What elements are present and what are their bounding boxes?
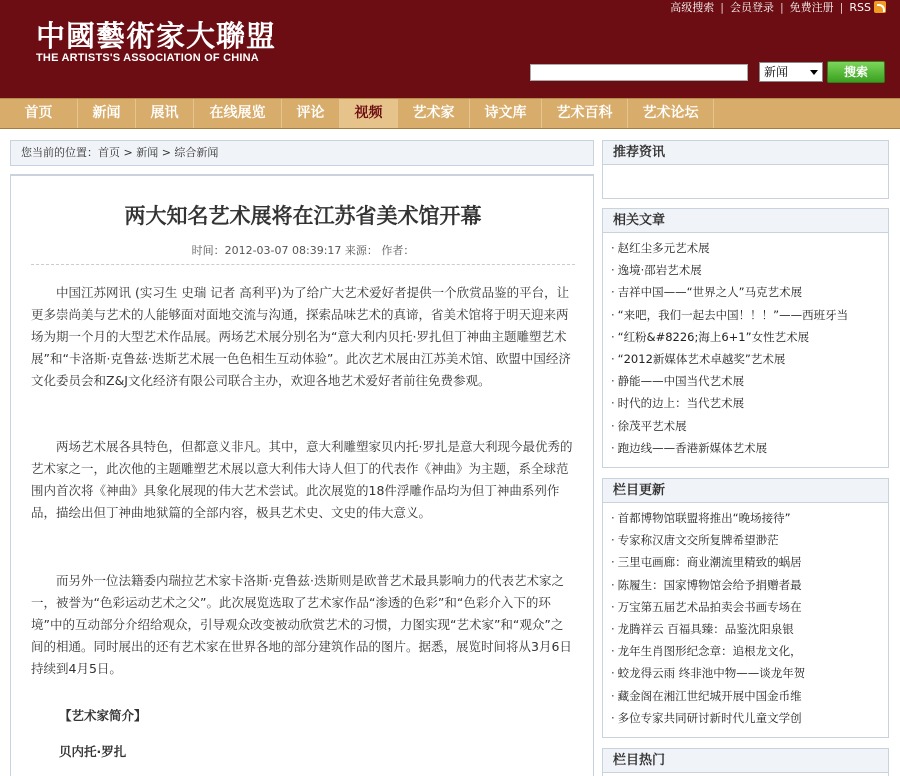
article-title: 两大知名艺术展将在江苏省美术馆开幕 — [124, 203, 482, 228]
nav-item-poetry-library[interactable]: 诗文库 — [470, 99, 542, 128]
top-links — [670, 0, 886, 14]
rss-icon — [874, 1, 886, 13]
list-item[interactable]: · 静能——中国当代艺术展 — [611, 370, 888, 392]
column-hot-box — [602, 748, 889, 776]
member-login-link[interactable]: 会员登录 — [729, 1, 774, 14]
search-input[interactable] — [530, 64, 748, 81]
artist-intro-heading: 【艺术家简介】 — [59, 708, 147, 723]
list-item[interactable]: · 万宝第五届艺术品拍卖会书画专场在 — [611, 596, 888, 618]
article-paragraph: 而另外一位法籍委内瑞拉艺术家卡洛斯·克鲁兹·迭斯则是欧普艺术最具影响力的代表艺术家之一，被誉为“色彩运动艺术之父”。此次展览选取了艺术家作品“渗透的色彩”和“色彩介入下的环境”中的互动部分介绍给观众，引导观众改变被动欣赏艺术的习惯，力图实现“艺术家”和“观众”之间的相通。同时展出的还有艺术家在世界各地的部分建筑作品的图片。据悉，展览时间将从3月6日持续到4月5日。 — [31, 573, 572, 676]
nav-item-news[interactable]: 新闻 — [78, 99, 136, 128]
list-item[interactable]: · 徐茂平艺术展 — [611, 415, 888, 437]
nav-item-artists[interactable]: 艺术家 — [398, 99, 470, 128]
advanced-search-link[interactable]: 高级搜索 — [670, 1, 715, 14]
separator: | — [720, 0, 724, 14]
separator: | — [839, 0, 844, 14]
article-paragraph: 两场艺术展各具特色，但都意义非凡。其中，意大利雕塑家贝内托·罗扎是意大利现今最优秀的艺术家之一，此次他的主题雕塑艺术展以意大利伟大诗人但丁的代表作《神曲》为主题，系全球范围内首次将《神曲》具象化展现的伟大艺术尝试。此次展览的18件浮雕作品均为但丁神曲系列作品，描绘出但丁神曲地狱篇的全部内容，极具艺术史、文史的伟大意义。 — [31, 439, 573, 520]
column-updates-box — [602, 478, 889, 738]
search-category-value: 新闻 — [764, 65, 789, 79]
column-updates-title: 栏目更新 — [603, 479, 888, 503]
divider — [31, 264, 575, 265]
search-category-select[interactable] — [759, 62, 823, 82]
list-item[interactable]: · 赵红尘多元艺术展 — [611, 237, 888, 259]
list-item[interactable]: · “红粉&#8226;海上6+1”女性艺术展 — [611, 326, 888, 348]
site-logo-chinese[interactable]: 中國藝術家大聯盟 — [36, 19, 277, 53]
list-item[interactable]: · 吉祥中国——“世界之人”马克艺术展 — [611, 281, 888, 303]
nav-item-art-forum[interactable]: 艺术论坛 — [628, 99, 714, 128]
article-paragraph: 中国江苏网讯 (实习生 史瑞 记者 高利平)为了给广大艺术爱好者提供一个欣赏品鉴的平台，让更多崇尚美与艺术的人能够面对面地交流与沟通，探索品味艺术的真谛，省美术馆将于明天迎来两场为期一个月的大型艺术作品展。两场艺术展分别名为“意大利内贝托·罗扎但丁神曲主题雕塑艺术展”和“卡洛斯·克鲁兹·迭斯艺术展一色色相生互动体验”。此次艺术展由江苏美术馆、欧盟中国经济文化委员会和Z&J文化经济有限公司联合主办，欢迎各地艺术爱好者前往免费参观。 — [31, 285, 571, 388]
breadcrumb[interactable]: 您当前的位置：首页 > 新闻 > 综合新闻 — [10, 140, 594, 166]
list-item[interactable]: · 首都博物馆联盟将推出“晚场接待” — [611, 507, 888, 529]
nav-item-art-encyclopedia[interactable]: 艺术百科 — [542, 99, 628, 128]
chevron-down-icon — [810, 70, 818, 75]
list-item[interactable]: · 时代的边上：当代艺术展 — [611, 392, 888, 414]
related-articles-title: 相关文章 — [603, 209, 888, 233]
list-item[interactable]: · 三里屯画廊：商业潮流里精致的蜗居 — [611, 551, 888, 573]
list-item[interactable]: · 专家称汉唐文交所复牌希望渺茫 — [611, 529, 888, 551]
list-item[interactable]: · 逸境·邵岩艺术展 — [611, 259, 888, 281]
nav-item-video[interactable]: 视频 — [340, 99, 398, 128]
column-hot-title: 栏目热门 — [603, 749, 888, 773]
nav-item-exhibitions[interactable]: 展讯 — [136, 99, 194, 128]
article-panel — [10, 174, 594, 776]
list-item[interactable]: · 蛟龙得云雨 终非池中物——谈龙年贺 — [611, 662, 888, 684]
list-item[interactable]: · “来吧，我们一起去中国！！！”——西班牙当 — [611, 304, 888, 326]
article-meta: 时间：2012-03-07 08:39:17 来源： 作者： — [191, 244, 415, 257]
site-logo-english[interactable]: THE ARTISTS'S ASSOCIATION OF CHINA — [36, 52, 259, 64]
related-articles-list — [603, 233, 888, 459]
list-item[interactable]: · “2012新媒体艺术卓越奖”艺术展 — [611, 348, 888, 370]
main-nav — [0, 98, 900, 129]
list-item[interactable]: · 龙年生肖图形纪念章：追根龙文化， — [611, 640, 888, 662]
nav-item-online-exhibitions[interactable]: 在线展览 — [194, 99, 282, 128]
free-register-link[interactable]: 免费注册 — [789, 1, 834, 14]
nav-item-reviews[interactable]: 评论 — [282, 99, 340, 128]
list-item[interactable]: · 陈履生：国家博物馆会给予捐赠者最 — [611, 574, 888, 596]
list-item[interactable]: · 跑边线——香港新媒体艺术展 — [611, 437, 888, 459]
search-button[interactable]: 搜索 — [827, 61, 885, 83]
list-item[interactable]: · 龙腾祥云 百福具臻：品鉴沈阳泉银 — [611, 618, 888, 640]
column-updates-list — [603, 503, 888, 729]
separator: | — [779, 0, 784, 14]
recommended-news-title: 推荐资讯 — [603, 141, 888, 165]
artist-name: 贝内托·罗扎 — [59, 744, 127, 759]
site-header — [0, 0, 900, 98]
nav-item-home[interactable]: 首页 — [0, 99, 78, 128]
rss-label: RSS — [849, 0, 871, 14]
related-articles-box — [602, 208, 889, 468]
list-item[interactable]: · 多位专家共同研讨新时代儿童文学创 — [611, 707, 888, 729]
rss-link[interactable] — [849, 1, 886, 14]
recommended-news-box — [602, 140, 889, 199]
list-item[interactable]: · 藏金阁在湘江世纪城开展中国金币维 — [611, 685, 888, 707]
